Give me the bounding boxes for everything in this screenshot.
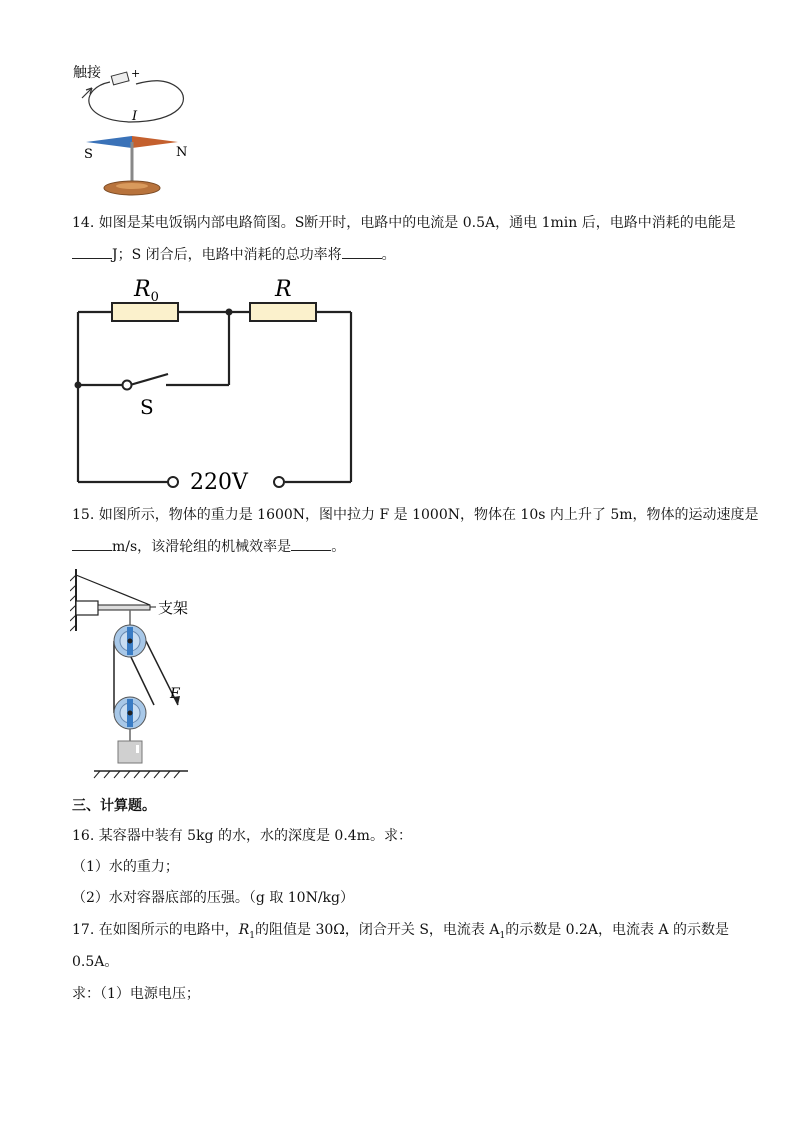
answer-blank[interactable] (342, 244, 382, 259)
q14-line1: 14. 如图是某电饭锅内部电路简图。S断开时，电路中的电流是 0.5A，通电 1min 后，电路中消耗的电能是 (72, 215, 736, 231)
pulley-figure (70, 565, 220, 785)
magnet-compass-figure (70, 60, 200, 200)
bracket-label: 支架 (158, 599, 189, 617)
s-pole-label: S (84, 147, 93, 162)
section-title: 三、计算题。 (72, 798, 156, 814)
voltage-label: 220V (190, 470, 248, 495)
q16-part1: （1）水的重力； (72, 859, 179, 875)
bracket-bar (98, 605, 150, 610)
needle-north (132, 136, 178, 148)
q14-line2: J；S 闭合后，电路中消耗的总功率将 。 (72, 244, 396, 265)
q17-line2: 0.5A。 (72, 954, 119, 970)
terminal-right (274, 477, 284, 487)
resistor-r (250, 303, 316, 321)
circuit-figure (70, 270, 370, 495)
answer-blank[interactable] (72, 536, 112, 551)
switch-label: S (140, 395, 154, 419)
current-label: I (132, 109, 138, 124)
r0-label: $R_0$ (134, 277, 159, 305)
answer-blank[interactable] (72, 244, 112, 259)
q15-line2: m/s，该滑轮组的机械效率是 。 (72, 536, 345, 557)
q16-part2: （2）水对容器底部的压强。（g 取 10N/kg） (72, 890, 354, 906)
q17-line1: 17. 在如图所示的电路中，$R_1$的阻值是 30Ω，闭合开关 S，电流表 $A_1$的示数是 0.2A，电流表 A 的示数是 (72, 922, 730, 941)
r-label: R (275, 277, 292, 302)
q15-line1: 15. 如图所示，物体的重力是 1600N，图中拉力 F 是 1000N，物体在 10s 内上升了 5m，物体的运动速度是 (72, 507, 759, 523)
force-label: F (170, 686, 180, 702)
resistor-r0 (112, 303, 178, 321)
terminal-left (168, 477, 178, 487)
q16-stem: 16. 某容器中装有 5kg 的水，水的深度是 0.4m。求： (72, 828, 412, 844)
n-pole-label: N (176, 145, 188, 160)
plus-label: + (131, 67, 141, 80)
touch-label: 触接 (73, 65, 101, 81)
battery-icon (111, 72, 129, 85)
switch-contact (123, 381, 132, 390)
answer-blank[interactable] (291, 536, 331, 551)
q17-line3: 求：（1）电源电压； (72, 986, 200, 1002)
